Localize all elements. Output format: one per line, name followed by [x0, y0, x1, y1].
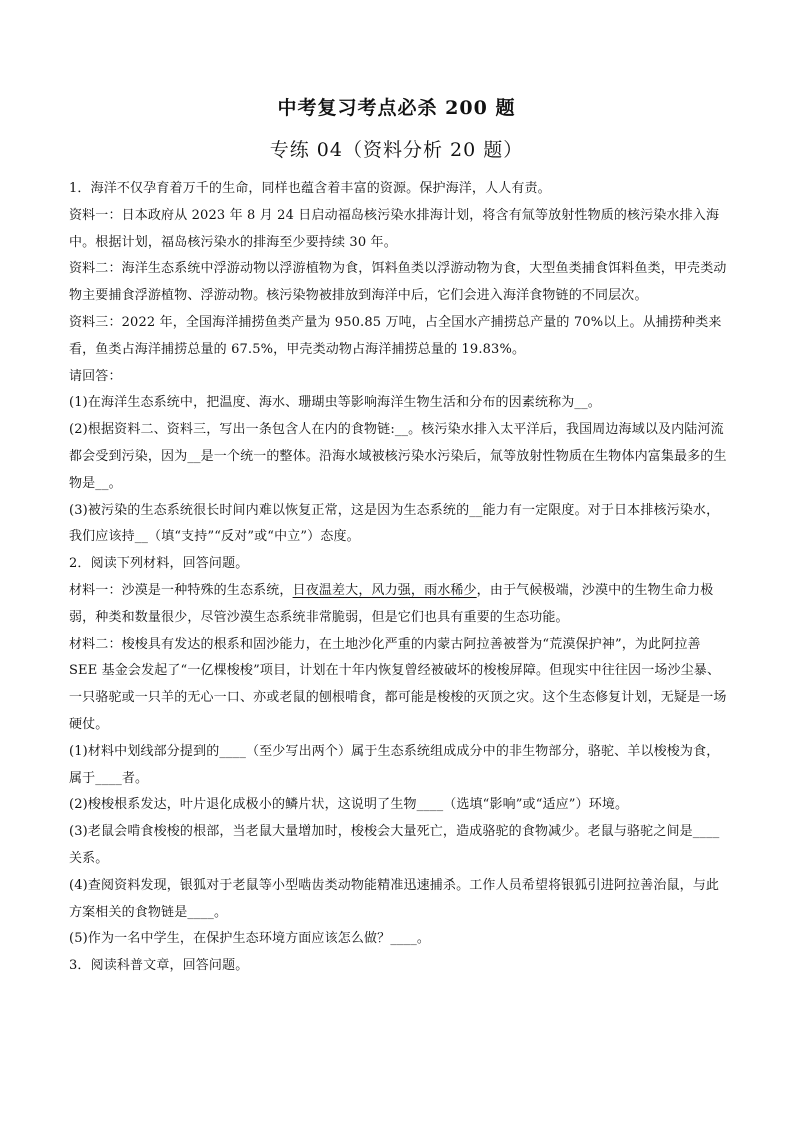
q2-material-1-underlined: 日夜温差大，风力强，雨水稀少 [292, 582, 477, 598]
question-3-stem: 3．阅读科普文章，回答问题。 [69, 958, 249, 974]
q1-prompt: 请回答： [69, 368, 122, 384]
q1-material-3: 资料三：2022 年，全国海洋捕捞鱼类产量为 950.85 万吨，占全国水产捕捞总产量的 70%以上。从捕捞种类来看，鱼类占海洋捕捞总量的 67.5%，甲壳类动物占海洋捕捞总量的 19.83%。 [69, 314, 722, 357]
document-title: 中考复习考点必杀 200 题 [277, 97, 516, 119]
question-1-stem: 1．海洋不仅孕育着万千的生命，同样也蕴含着丰富的资源。保护海洋，人人有责。 [69, 181, 551, 196]
q1-sub-question-3: (3)被污染的生态系统很长时间内难以恢复正常，这是因为生态系统的__能力有一定限度。对于日本排核污染水，我们应该持__（填“支持”“反对”或“中立”）态度。 [69, 502, 720, 545]
document-body [69, 176, 729, 980]
q1-material-2: 资料二：海洋生态系统中浮游动物以浮游植物为食，饵料鱼类以浮游动物为食，大型鱼类捕食饵料鱼类，甲壳类动物主要捕食浮游植物、浮游动物。核污染物被排放到海洋中后，它们会进入海洋食物链的不同层次。 [69, 261, 727, 304]
q2-sub-question-4: (4)查阅资料发现，银狐对于老鼠等小型啮齿类动物能精准迅速捕杀。工作人员希望将银狐引进阿拉善治鼠，与此方案相关的食物链是____。 [69, 877, 720, 920]
question-2-stem: 2．阅读下列材料，回答问题。 [69, 556, 249, 572]
q1-material-1: 资料一：日本政府从 2023 年 8 月 24 日启动福岛核污染水排海计划，将含有氚等放射性物质的核污染水排入海中。根据计划，福岛核污染水的排海至少要持续 30 年。 [69, 207, 720, 250]
q2-material-1-lead: 材料一：沙漠是一种特殊的生态系统， [69, 582, 293, 598]
q2-sub-question-3: (3)老鼠会啃食梭梭的根部，当老鼠大量增加时，梭梭会大量死亡，造成骆驼的食物减少。老鼠与骆驼之间是____关系。 [69, 824, 720, 866]
q1-sub-question-2: (2)根据资料二、资料三，写出一条包含人在内的食物链:__。核污染水排入太平洋后，我国周边海域以及内陆河流都会受到污染，因为__是一个统一的整体。沿海水域被核污染水污染后，氚等放射性物质在生物体内富集最多的生物是__。 [69, 422, 727, 491]
q2-sub-question-5: (5)作为一名中学生，在保护生态环境方面应该怎么做？____。 [69, 931, 431, 947]
q2-material-1 [69, 578, 729, 632]
q1-sub-question-1: (1)在海洋生态系统中，把温度、海水、珊瑚虫等影响海洋生物生活和分布的因素统称为__。 [69, 395, 601, 411]
q2-material-1-rest: ，由于气候极端，沙漠中的生物生命力极弱，种类和数量很少，尽管沙漠生态系统非常脆弱，但是它们也具有重要的生态功能。 [69, 582, 714, 625]
q2-material-2: 材料二：梭梭具有发达的根系和固沙能力，在土地沙化严重的内蒙古阿拉善被誉为“荒漠保护神”，为此阿拉善 SEE 基金会发起了“一亿棵梭梭”项目，计划在十年内恢复曾经被破坏的梭梭屏障。但现实中往往因一场沙尘暴、一只骆驼或一只羊的无心一口、亦或老鼠的刨根啃食，都可能是梭梭的灭顶之灾。这个生态修复计划，无疑是一场硬仗。 [69, 636, 727, 732]
q2-sub-question-1: (1)材料中划线部分提到的____（至少写出两个）属于生态系统组成成分中的非生物部分，骆驼、羊以梭梭为食，属于____者。 [69, 743, 720, 786]
document-subtitle: 专练 04（资料分析 20 题） [269, 139, 524, 161]
q2-sub-question-2: (2)梭梭根系发达，叶片退化成极小的鳞片状，这说明了生物____（选填“影响”或“适应”）环境。 [69, 797, 629, 813]
